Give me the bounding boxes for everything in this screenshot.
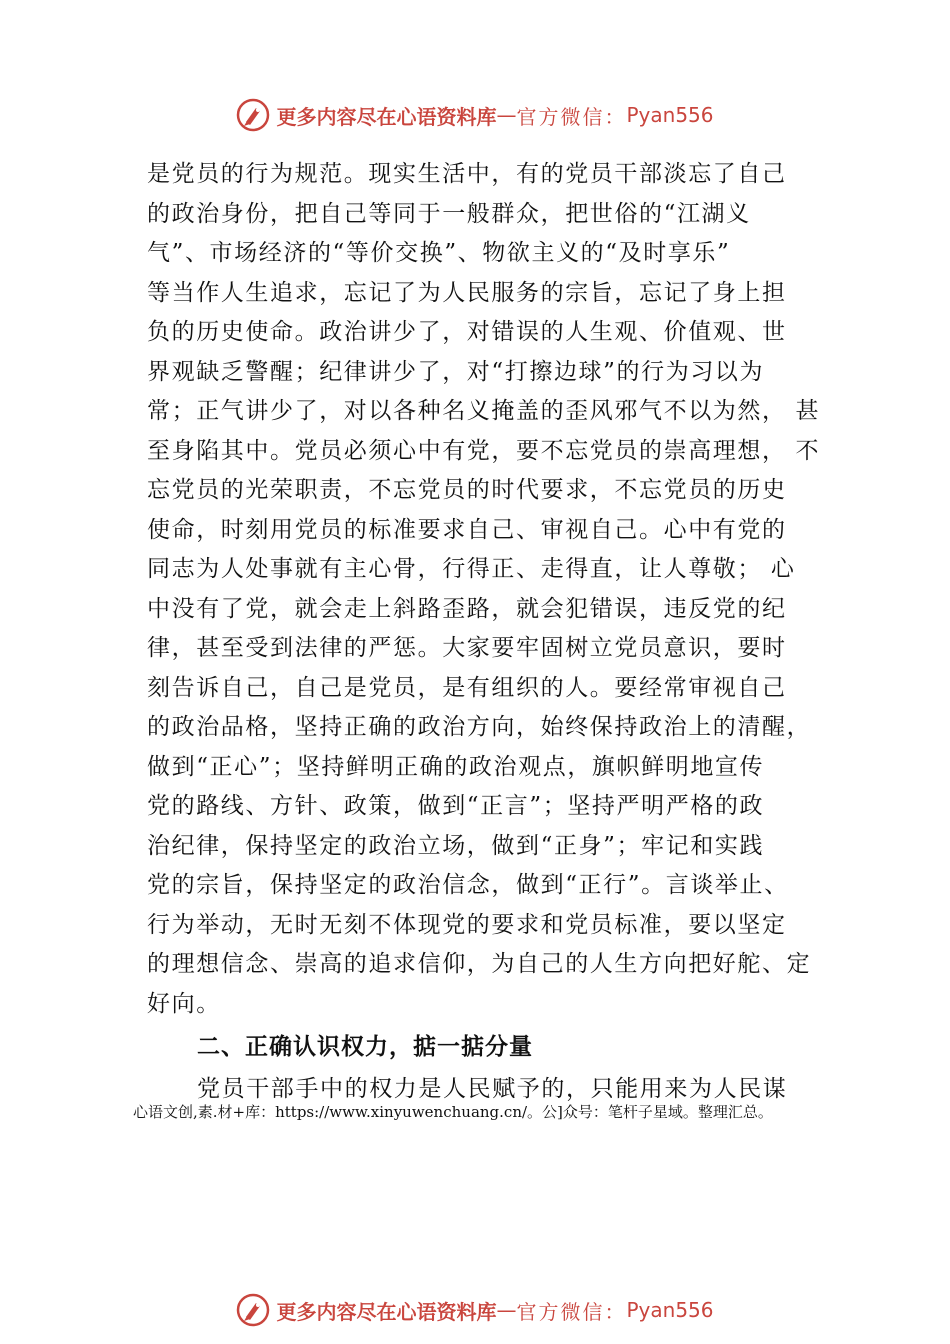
body-line: 等当作人生追求，忘记了为人民服务的宗旨，忘记了身上担 bbox=[147, 279, 787, 306]
header-banner bbox=[0, 95, 950, 135]
section-heading: 二、正确认识权力，掂一掂分量 bbox=[197, 1034, 533, 1060]
footer-banner bbox=[0, 1290, 950, 1330]
body-line: 至身陷其中。党员必须心中有党，要不忘党员的崇高理想， 不 bbox=[147, 437, 821, 464]
paragraph-start-line: 党员干部手中的权力是人民赋予的，只能用来为人民谋 bbox=[197, 1076, 788, 1102]
body-line: 党的路线、方针、政策，做到“正言”；坚持严明严格的政 bbox=[147, 793, 765, 819]
body-line: 的政治品格，坚持正确的政治方向，始终保持政治上的清醒， bbox=[147, 714, 812, 740]
body-line: 好向。 bbox=[147, 990, 221, 1017]
banner-brand: 更多内容尽在心语资料库 bbox=[276, 104, 497, 129]
banner-brand: 更多内容尽在心语资料库 bbox=[276, 1299, 497, 1324]
body-line: 行为举动，无时无刻不体现党的要求和党员标准，要以坚定 bbox=[147, 911, 787, 938]
banner-account: Pyan556 bbox=[626, 103, 714, 127]
pen-nib-logo-icon bbox=[236, 98, 270, 132]
body-line: 治纪律，保持坚定的政治立场，做到“正身”；牢记和实践 bbox=[147, 832, 765, 859]
body-line: 界观缺乏警醒；纪律讲少了，对“打擦边球”的行为习以为 bbox=[147, 358, 765, 385]
body-line: 中没有了党，就会走上斜路歪路，就会犯错误，违反党的纪 bbox=[147, 595, 787, 622]
body-line: 刻告诉自己，自己是党员，是有组织的人。要经常审视自己 bbox=[147, 674, 787, 701]
body-line: 的政治身份，把自己等同于一般群众，把世俗的“江湖义 bbox=[147, 200, 751, 227]
pen-nib-logo-icon bbox=[236, 1293, 270, 1327]
body-line: 忘党员的光荣职责，不忘党员的时代要求，不忘党员的历史 bbox=[147, 477, 787, 503]
body-line: 律，甚至受到法律的严惩。大家要牢固树立党员意识，要时 bbox=[147, 635, 787, 661]
body-line: 的理想信念、崇高的追求信仰，为自己的人生方向把好舵、定 bbox=[147, 951, 812, 977]
body-line: 是党员的行为规范。现实生活中，有的党员干部淡忘了自己 bbox=[147, 161, 787, 187]
banner-separator: — bbox=[496, 1298, 517, 1322]
banner-official-label: 官方微信： bbox=[516, 1299, 627, 1324]
body-line: 常；正气讲少了，对以各种名义掩盖的歪风邪气不以为然， 甚 bbox=[147, 398, 821, 424]
source-note: 心语文创,素.材+库：https://www.xinyuwenchuang.cn/。公]众号：笔杆子星域。整理汇总。 bbox=[133, 1103, 773, 1121]
banner-separator: — bbox=[496, 103, 517, 127]
body-line: 党的宗旨，保持坚定的政治信念，做到“正行”。言谈举止、 bbox=[147, 872, 789, 898]
body-line: 同志为人处事就有主心骨，行得正、走得直，让人尊敬； 心 bbox=[147, 556, 796, 582]
body-line: 负的历史使命。政治讲少了，对错误的人生观、价值观、世 bbox=[147, 319, 787, 345]
banner-account: Pyan556 bbox=[626, 1298, 714, 1322]
body-line: 气”、市场经济的“等价交换”、物欲主义的“及时享乐” bbox=[147, 240, 731, 266]
body-line: 使命，时刻用党员的标准要求自己、审视自己。心中有党的 bbox=[147, 516, 787, 543]
banner-official-label: 官方微信： bbox=[516, 104, 627, 129]
body-line: 做到“正心”；坚持鲜明正确的政治观点，旗帜鲜明地宣传 bbox=[147, 753, 765, 780]
document-body bbox=[147, 155, 822, 1024]
